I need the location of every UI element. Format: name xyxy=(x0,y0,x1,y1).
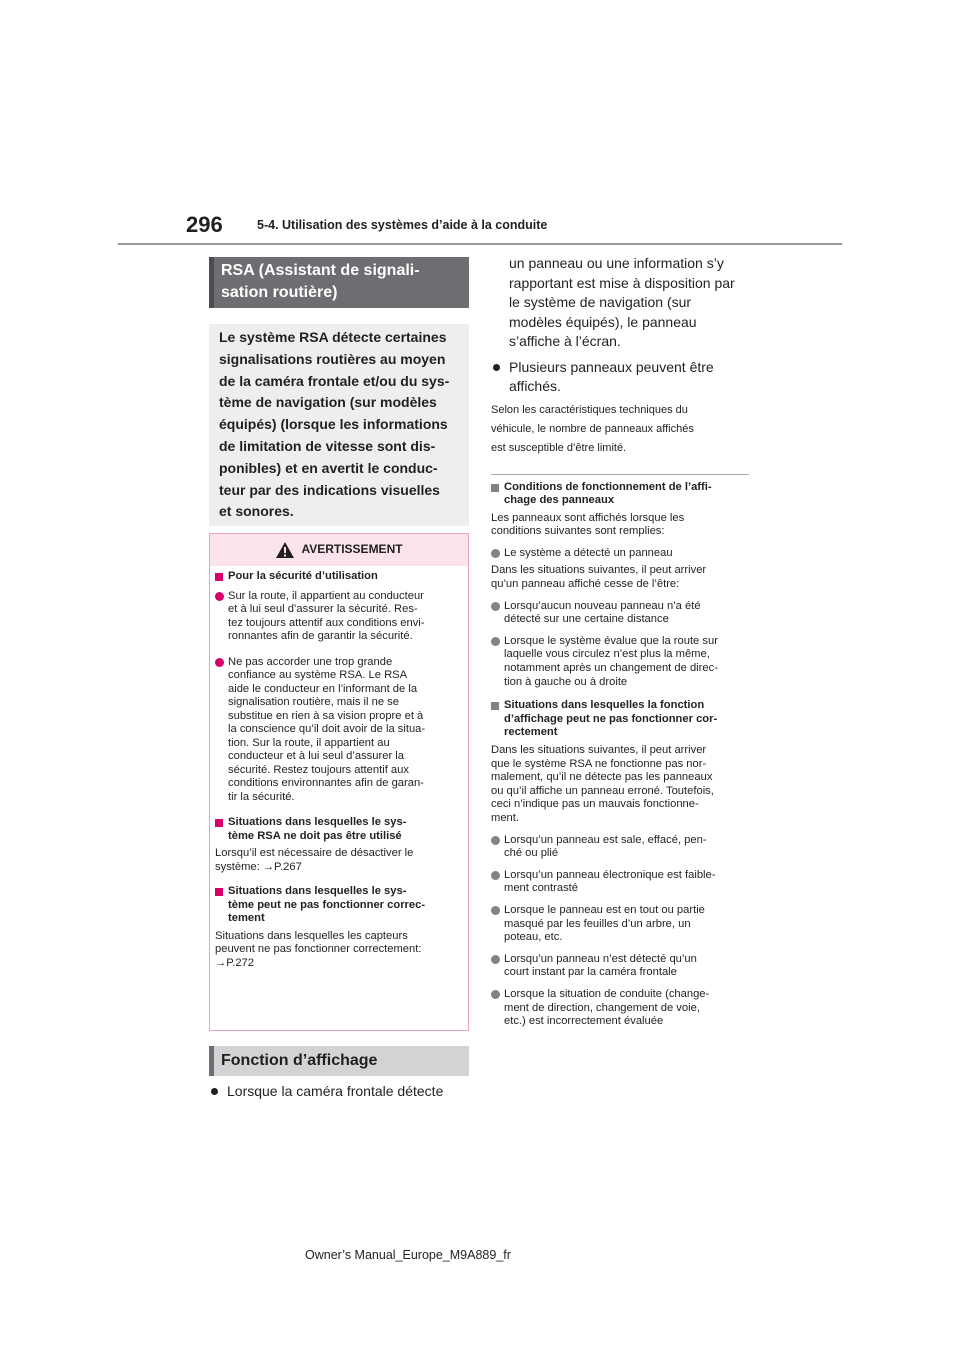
rsa-heading xyxy=(209,257,469,308)
warning-box xyxy=(209,533,469,1031)
bullet-icon xyxy=(211,1088,218,1095)
bullet-icon xyxy=(491,871,500,880)
affichage-note: Selon les caractéristiques techniques du véhicule, le nombre de panneaux affichés est susceptible d’être limité. xyxy=(491,403,694,454)
list-item: Lorsqu’un panneau n’est détecté qu’un court instant par la caméra frontale xyxy=(491,953,751,980)
warning-bullet: Ne pas accorder une trop grande confiance au système RSA. Le RSA aide le conducteur en l’informant de la signalisation routière, mais il ne se substitue en rien à sa vision propre et à la conscience qu’il doit avoir de la situa- tion. Sur la route, il appartient au conducteur et à lui seul d’assurer la sécurité. Restez toujours attentif aux conditions environnantes afin de garan- tir la sécurité. xyxy=(215,656,461,805)
chapter-title: 5-4. Utilisation des systèmes d’aide à la conduite xyxy=(257,218,548,232)
section-rule xyxy=(491,474,749,475)
warning-title-bar xyxy=(210,534,468,566)
warning-text: Situations dans lesquelles les capteurs peuvent ne pas fonctionner correctement: →P.272 xyxy=(215,929,422,969)
affichage-bullet-continued: un panneau ou une information s’y rapportant est mise à disposition par le système de navigation (sur modèles équipés), le panneau s’affiche à l’écran. xyxy=(509,255,735,349)
warning-body xyxy=(215,570,461,970)
bullet-icon xyxy=(491,549,500,558)
list-item: Lorsqu’un panneau électronique est faible- ment contrasté xyxy=(491,869,751,896)
list-item: Lorsque le système évalue que la route sur laquelle vous circulez n’est plus la même, notamment après un changement de direc- tion à gauche ou à droite xyxy=(491,635,751,689)
bullet-icon xyxy=(491,602,500,611)
list-item: Lorsque le panneau est en tout ou partie masqué par les feuilles d’un arbre, un poteau, etc. xyxy=(491,904,751,945)
intro-line: teur par des indications visuelles xyxy=(219,481,440,498)
list-item: Le système a détecté un panneau xyxy=(491,547,751,561)
footer-manual-id: Owner’s Manual_Europe_M9A889_fr xyxy=(305,1248,511,1262)
conditions-title: Conditions de fonctionnement de l’affi- chage des panneaux xyxy=(491,481,751,508)
affichage-heading: Fonction d’affichage xyxy=(209,1046,469,1076)
bullet-icon xyxy=(491,990,500,999)
rsa-heading-line: sation routière) xyxy=(221,284,338,301)
intro-line: de limitation de vitesse sont dis- xyxy=(219,437,436,454)
list-item: Lorsqu’aucun nouveau panneau n’a été détecté sur une certaine distance xyxy=(491,600,751,627)
intro-line: tème de navigation (sur modèles xyxy=(219,394,437,411)
rsa-heading-line: RSA (Assistant de signali- xyxy=(221,262,420,279)
warning-text: Lorsqu’il est nécessaire de désactiver le système: →P.267 xyxy=(215,847,414,873)
intro-line: Le système RSA détecte certaines xyxy=(219,329,447,345)
rsa-intro-box xyxy=(209,324,469,526)
intro-line: signalisations routières au moyen xyxy=(219,350,446,367)
warning-section-title: Situations dans lesquelles le sys- tème RSA ne doit pas être utilisé xyxy=(215,816,461,843)
affichage-bullet: Plusieurs panneaux peuvent être affichés. xyxy=(491,358,751,397)
warning-triangle-icon xyxy=(275,541,295,559)
intro-line: équipés) (lorsque les informations xyxy=(219,416,448,433)
warning-bullet: Sur la route, il appartient au conducteur et à lui seul d’assurer la sécurité. Res- tez toujours attentif aux conditions envi- ronnantes afin de garantir la sécurité. xyxy=(215,590,461,644)
list-item: Lorsque la situation de conduite (change- ment de direction, changement de voie, etc.) est incorrectement évaluée xyxy=(491,988,751,1029)
intro-line: de la caméra frontale et/ou du sys- xyxy=(219,372,450,389)
situations-title: Situations dans lesquelles la fonction d’affichage peut ne pas fonctionner cor- rectement xyxy=(491,699,751,740)
bullet-icon xyxy=(491,637,500,646)
bullet-icon xyxy=(215,658,224,667)
header-rule xyxy=(118,243,842,245)
list-item: Lorsqu’un panneau est sale, effacé, pen- ché ou plié xyxy=(491,834,751,861)
bullet-icon xyxy=(493,364,500,371)
right-column xyxy=(491,254,751,1029)
affichage-bullet: Lorsque la caméra frontale détecte xyxy=(209,1082,489,1102)
bullet-icon xyxy=(491,906,500,915)
square-bullet-icon xyxy=(491,702,499,710)
intro-line: ponibles) et en avertit le conduc- xyxy=(219,459,438,476)
conditions-section: Conditions de fonctionnement de l’affi- chage des panneaux Les panneaux sont affichés lorsque les conditions suivantes sont remplies: Le système a détecté un panneau Dans les situations suivantes, il peut arriver qu’un panneau affiché cesse de l’être: Lorsqu’aucun nouveau panneau n’a été détecté sur une certaine distance Lorsque le système évalue que la route sur laquelle vous circulez n’est plus la même, notamment après un changement de direc- tion à gauche ou à droite xyxy=(491,481,751,690)
bullet-icon xyxy=(215,592,224,601)
warning-title: AVERTISSEMENT xyxy=(301,542,403,556)
square-bullet-icon xyxy=(215,573,223,581)
page-number: 296 xyxy=(186,212,223,237)
warning-section-title: Situations dans lesquelles le sys- tème peut ne pas fonctionner correc- tement xyxy=(215,885,461,926)
warning-section-title: Pour la sécurité d’utilisation xyxy=(215,570,461,584)
bullet-icon xyxy=(491,955,500,964)
square-bullet-icon xyxy=(491,484,499,492)
intro-line: et sonores. xyxy=(219,503,294,520)
bullet-icon xyxy=(491,836,500,845)
square-bullet-icon xyxy=(215,819,223,827)
situations-section: Situations dans lesquelles la fonction d’affichage peut ne pas fonctionner cor- rectement Dans les situations suivantes, il peut arriver que le système RSA ne fonctionne pas nor- malement, qu’il ne détecte pas les panneaux ou qu’il affiche un panneau erroné. Toutefois, ceci n’indique pas un mauvais fonctionne- ment. Lorsqu’un panneau est sale, effacé, pen- ché ou plié Lorsqu’un panneau électronique est faible- ment contrasté Lorsque le panneau est en tout ou partie masqué par les feuilles d’un arbre, un poteau, etc. Lorsqu’un panneau n’est détecté qu’un court instant par la caméra frontale Lorsque la situation de conduite (change- ment de direction, changement de voie, etc.) est incorrectement évaluée xyxy=(491,699,751,1028)
square-bullet-icon xyxy=(215,888,223,896)
